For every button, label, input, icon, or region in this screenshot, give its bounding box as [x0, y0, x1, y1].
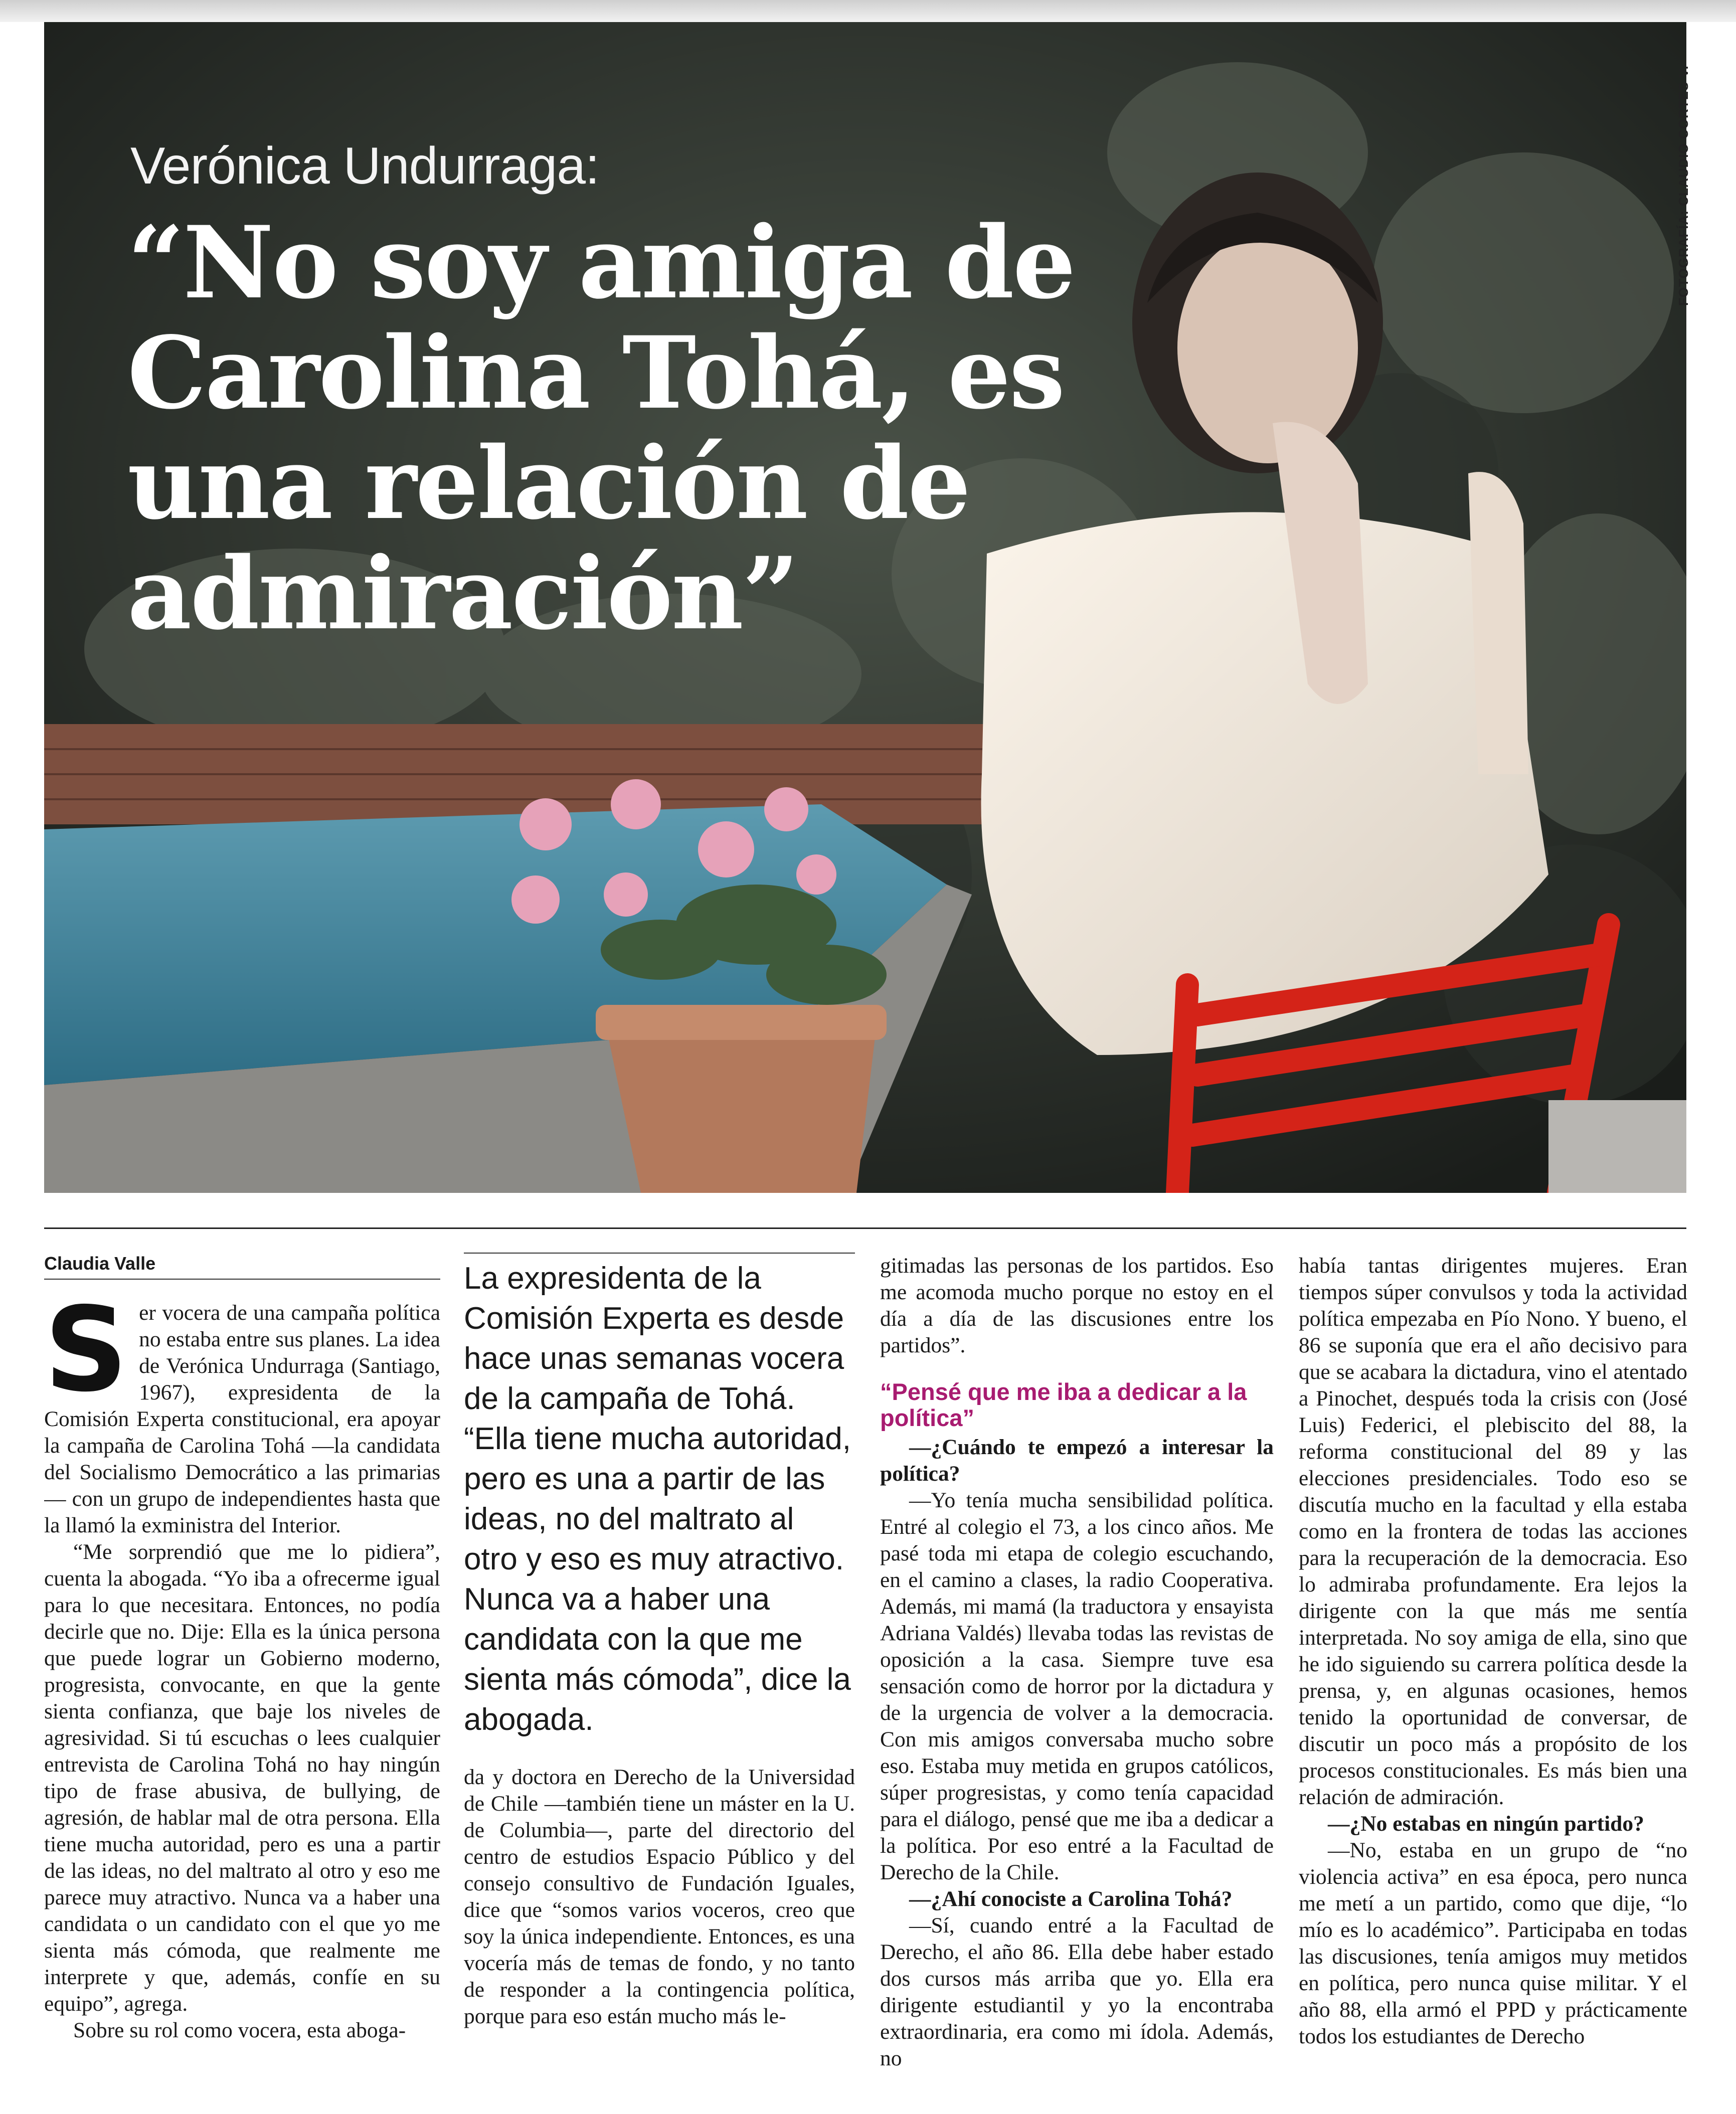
- article-column-4: [1299, 1253, 1687, 2100]
- article-paragraph: había tantas dirigentes mujeres. Eran tiempos súper convulsos y toda la actividad política empezaba en Pío Nono. Y bueno, el 86 se suponía que era el año decisivo para que se acabara la dictadura, vino el atentado a Pinochet, después toda la crisis con (José Luis) Federici, el plebiscito del 88, la reforma constitucional del 89 y las elecciones presidenciales. Todo eso se discutía mucho en la facultad y ella estaba como en la frontera de todas las acciones para la recuperación de la democracia. Eso lo admiraba profundamente. Era lejos la dirigente con la que más me sentía interpretada. No soy amiga de ella, sino que he ido siguiendo su carrera política desde la prensa, y, en algunas ocasiones, hemos tenido la oportunidad de conversar, de discutir un poco más a propósito de los procesos constitucionales. Es más bien una relación de admiración.: [1299, 1254, 1687, 1809]
- article-paragraph: [44, 1282, 440, 1539]
- article-paragraph: “Me sorprendió que me lo pidiera”, cuenta la abogada. “Yo iba a ofrecerme igual para lo que necesitara. Entonces, no podía decirle que no. Dije: Ella es la única persona que puede lograr un Gobierno moderno, progresista, convocante, en que la gente sienta confianza, que baje los niveles de agresividad. Si tú escuchas o lees cualquier entrevista de Carolina Tohá no hay ningún tipo de frase abusiva, de bullying, de agresión, de hablar mal de otra persona. Ella tiene mucha autoridad, pero es una a partir de las ideas, no del maltrato al otro y eso me parece muy atractivo. Nunca va a haber una candidata o un candidato con el que yo me sienta más cómoda, que realmente me interprete y que, además, confíe en su equipo”, agrega.: [44, 1540, 440, 2016]
- photo-credit: FOTOGRAFÍA: CLAUDIO CORTES V.: [1676, 65, 1691, 306]
- article-paragraph: gitimadas las personas de los partidos. Eso me acomoda mucho porque no estoy en el día a día de las discusiones entre los partidos”.: [880, 1254, 1274, 1357]
- interview-question: —¿Cuándo te empezó a interesar la política?: [880, 1435, 1274, 1486]
- interview-answer: —Yo tenía mucha sensibilidad política. Entré al colegio el 73, a los cinco años. Me pasé toda mi etapa de colegio escuchando, en el camino a clases, la radio Cooperativa. Además, mi mamá (la traductora y ensayista Adriana Valdés) llevaba todas las revistas de oposición a la casa. Siempre tuve esa sensación como de horror por la dictadura y de la urgencia de volver a la democracia. Con mis amigos conversaba mucho sobre eso. Estaba muy metida en grupos católicos, súper progresistas, y como tenía capacidad para el diálogo, pensé que me iba a dedicar a la política. Por eso entré a la Facultad de Derecho de la Chile.: [880, 1488, 1274, 1884]
- headline-line: Carolina Tohá, es: [127, 314, 1064, 431]
- drop-cap: S: [44, 1282, 128, 1418]
- headline-line: “No soy amiga de: [127, 204, 1075, 321]
- pull-quote: La expresidenta de la Comisión Experta es desde hace unas semanas vocera de la campaña de Tohá. “Ella tiene mucha autoridad, pero es una a partir de las ideas, no del maltrato al otro y eso es muy atractivo. Nunca va a haber una candidata con la que me sienta más cómoda”, dice la abogada.: [464, 1253, 855, 1740]
- headline: [127, 204, 1130, 652]
- article-paragraph: Sobre su rol como vocera, esta aboga-: [73, 2018, 406, 2042]
- interview-answer: —Sí, cuando entré a la Facultad de Derecho, el año 86. Ella debe haber estado dos cursos más arriba que yo. Ella era dirigente estudiantil y yo la encontraba extraordinaria, era como mi ídola. Además, no: [880, 1913, 1274, 2070]
- article-paragraph: da y doctora en Derecho de la Universidad de Chile —también tiene un máster en la U. de Columbia—, parte del directorio del centro de estudios Espacio Público y del consejo consultivo de Fundación Iguales, dice que “somos varios voceros, creo que soy la única independiente. Entonces, es una vocería más de temas de fondo, y no tanto de responder a la contingencia política, porque para eso están mucho más le-: [464, 1765, 855, 2028]
- article-column-2: [464, 1253, 855, 2100]
- article-column-1: [44, 1253, 440, 2100]
- interview-answer: —No, estaba en un grupo de “no violencia activa” en esa época, pero nunca me metí a un partido, como que dije, “lo mío es lo académico”. Participaba en todas las discusiones, tenía amigos muy metidos en política, pero nunca quise militar. Y el año 88, ella armó el PPD y prácticamente todos los estudiantes de Derecho: [1299, 1838, 1687, 2048]
- article-column-3: [880, 1253, 1274, 2100]
- headline-line: admiración”: [127, 535, 798, 652]
- interview-kicker: Verónica Undurraga:: [130, 137, 599, 195]
- byline: Claudia Valle: [44, 1253, 440, 1280]
- section-subhead: “Pensé que me iba a dedicar a la política”: [880, 1378, 1247, 1431]
- portrait-photo: [44, 22, 1686, 1193]
- top-strip: [0, 0, 1736, 22]
- interview-question: —¿No estabas en ningún partido?: [1328, 1812, 1644, 1836]
- section-rule: [44, 1227, 1686, 1229]
- interview-question: —¿Ahí conociste a Carolina Tohá?: [909, 1887, 1233, 1911]
- paragraph-text: er vocera de una campaña política no estaba entre sus planes. La idea de Verónica Undurraga (Santiago, 1967), expresidenta de la Comisión Experta constitucional, era apoyar la campaña de Carolina Tohá —la candidata del Socialismo Democrático a las primarias— con un grupo de independientes hasta que la llamó la exministra del Interior.: [44, 1301, 440, 1537]
- headline-line: una relación de: [127, 425, 970, 542]
